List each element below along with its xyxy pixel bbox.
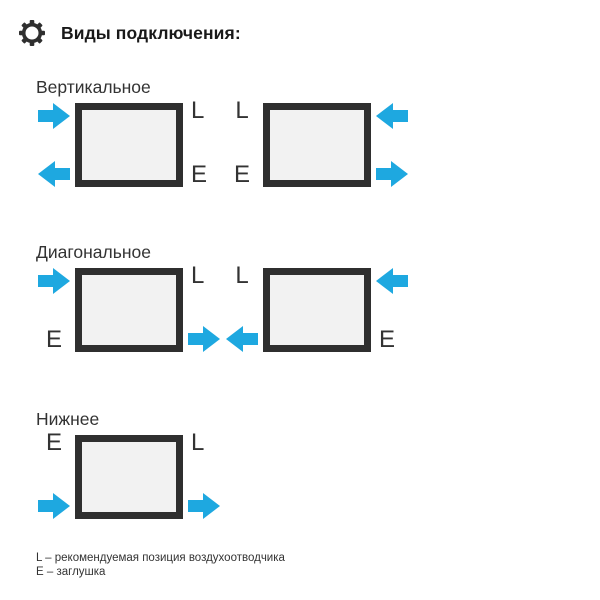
diagram-right-column (188, 97, 220, 188)
diagram-right-column (188, 429, 220, 519)
port-label-L: L (235, 262, 249, 289)
connection-section (0, 77, 600, 187)
header (18, 19, 241, 47)
arrow-tail (393, 275, 408, 287)
connection-section (0, 409, 600, 519)
flow-arrow-right-icon (38, 268, 70, 294)
legend-line: E – заглушка (36, 566, 106, 578)
diagram-right-column (376, 103, 408, 187)
arrow-head (38, 161, 55, 187)
arrow-tail (376, 168, 391, 180)
port-label-E: E (191, 161, 208, 188)
diagram-left-column (38, 103, 70, 187)
arrow-tail (55, 168, 70, 180)
diagrams-row (0, 429, 600, 519)
radiator-diagram (38, 429, 220, 519)
arrow-tail (38, 275, 53, 287)
radiator-diagram (226, 97, 408, 188)
gear-icon (18, 19, 46, 47)
diagram-left-column (38, 429, 70, 519)
radiator-box (263, 268, 371, 352)
radiator-diagram (38, 97, 220, 188)
arrow-head (203, 326, 220, 352)
port-label-L: L (191, 429, 205, 456)
arrow-head (53, 268, 70, 294)
legend (36, 552, 285, 579)
arrow-head (226, 326, 243, 352)
diagram-right-column (376, 268, 408, 352)
arrow-head (53, 103, 70, 129)
arrow-tail (188, 500, 203, 512)
section-title: Диагональное (36, 242, 151, 262)
section-title: Нижнее (36, 409, 100, 429)
radiator-diagram (226, 262, 408, 353)
flow-arrow-left-icon (376, 103, 408, 129)
page-title: Виды подключения: (61, 22, 241, 43)
flow-arrow-right-icon (188, 493, 220, 519)
diagrams-row (0, 97, 600, 188)
flow-arrow-right-icon (376, 161, 408, 187)
flow-arrow-right-icon (188, 326, 220, 352)
port-label-E: E (379, 326, 396, 353)
port-label-E: E (45, 429, 62, 456)
arrow-head (376, 268, 393, 294)
diagram-right-column (188, 262, 220, 352)
arrow-tail (38, 110, 53, 122)
flow-arrow-left-icon (376, 268, 408, 294)
port-label-L: L (191, 262, 205, 289)
port-label-L: L (191, 97, 205, 124)
arrow-tail (243, 333, 258, 345)
arrow-tail (393, 110, 408, 122)
port-label-E: E (233, 161, 250, 188)
radiator-box (263, 103, 371, 187)
radiator-box (75, 103, 183, 187)
radiator-diagram (38, 262, 220, 353)
flow-arrow-right-icon (38, 103, 70, 129)
diagrams-row (0, 262, 600, 353)
section-title: Вертикальное (36, 77, 151, 97)
legend-line: L – рекомендуемая позиция воздухоотводчика (36, 552, 285, 564)
arrow-tail (38, 500, 53, 512)
diagram-left-column (38, 268, 70, 352)
flow-arrow-left-icon (226, 326, 258, 352)
arrow-head (376, 103, 393, 129)
radiator-box (75, 268, 183, 352)
diagram-left-column (226, 97, 258, 188)
arrow-head (391, 161, 408, 187)
flow-arrow-left-icon (38, 161, 70, 187)
arrow-tail (188, 333, 203, 345)
port-label-E: E (45, 326, 62, 353)
arrow-head (203, 493, 220, 519)
diagram-left-column (226, 262, 258, 352)
radiator-box (75, 435, 183, 519)
arrow-head (53, 493, 70, 519)
connection-section (0, 242, 600, 352)
port-label-L: L (235, 97, 249, 124)
flow-arrow-right-icon (38, 493, 70, 519)
